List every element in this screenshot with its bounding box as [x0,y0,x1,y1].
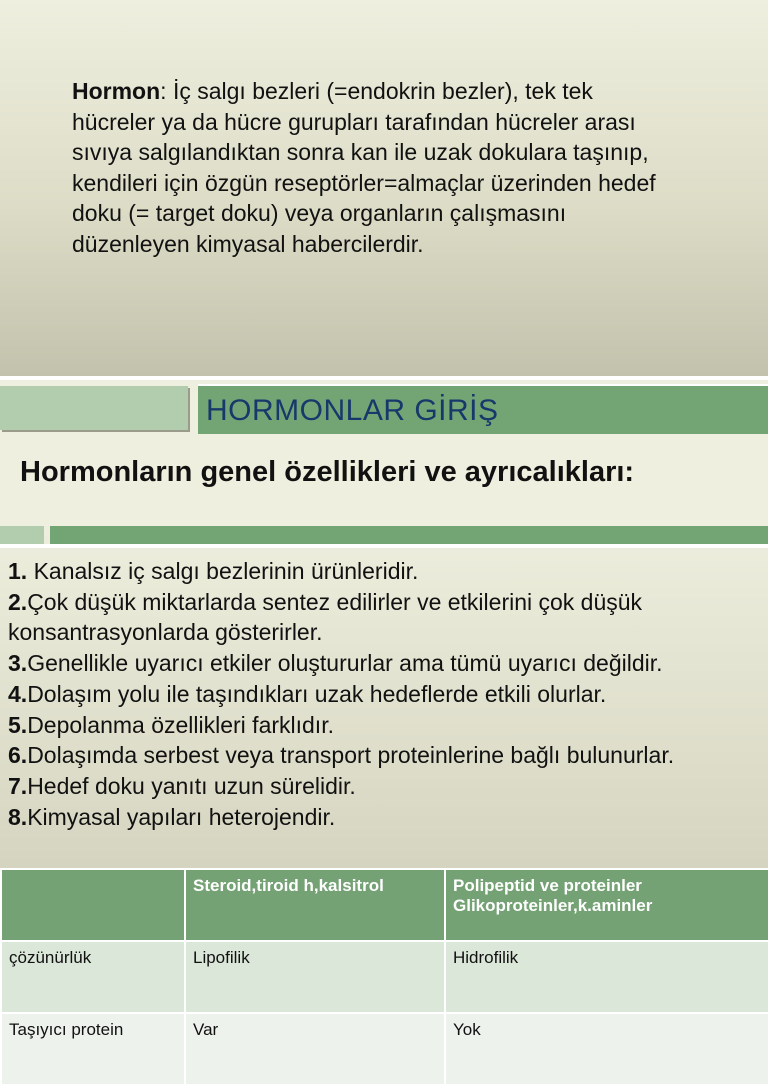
table-header-cell: Polipeptid ve proteinler Glikoproteinler,k.aminler [445,869,768,941]
feature-number: 6. [8,742,28,769]
table-header-cell: Steroid,tiroid h,kalsitrol [185,869,445,941]
hormone-definition [72,76,682,259]
feature-text: Kanalsız iç salgı bezlerinin ürünleridir. [27,558,419,584]
table-cell: Var [185,1013,445,1085]
feature-item [8,740,758,771]
feature-text: Çok düşük miktarlarda sentez edilirler ve etkilerini çok düşük konsantrasyonlarda gösterirler. [8,588,643,646]
feature-item [8,771,758,802]
title-banner [198,384,768,434]
feature-item [8,587,758,648]
feature-text: Kimyasal yapıları heterojendir. [27,803,336,830]
slide-subtitle: Hormonların genel özellikleri ve ayrıcalıkları: [20,456,635,488]
feature-item [8,556,758,587]
features-banner-decoration [50,526,768,544]
slide-title: HORMONLAR GİRİŞ [206,394,499,427]
comparison-table-wrap [0,868,768,1086]
feature-text: Dolaşımda serbest veya transport proteinlerine bağlı bulunurlar. [27,742,675,769]
table-row [1,941,768,1013]
feature-number: 7. [8,772,28,799]
feature-text: Dolaşım yolu ile taşındıkları uzak hedeflerde etkili olurlar. [27,680,607,707]
definition-term: Hormon [72,78,161,104]
table-cell: Hidrofilik [445,941,768,1013]
features-list [8,556,758,832]
feature-text: Hedef doku yanıtı uzun sürelidir. [27,772,356,799]
features-divider [0,544,768,548]
table-cell: Taşıyıcı protein [1,1013,185,1085]
feature-number: 5. [8,711,28,738]
definition-slide [0,0,768,376]
feature-number: 8. [8,803,28,830]
comparison-table [0,868,768,1086]
feature-item [8,802,758,833]
feature-text: Depolanma özellikleri farklıdır. [27,711,334,738]
features-slide [0,526,768,1039]
table-header-row [1,869,768,941]
title-slide [0,376,768,530]
feature-item [8,710,758,741]
table-cell: Lipofilik [185,941,445,1013]
feature-item [8,679,758,710]
table-cell: Yok [445,1013,768,1085]
feature-text: Genellikle uyarıcı etkiler oluştururlar ama tümü uyarıcı değildir. [27,650,663,677]
definition-text: : İç salgı bezleri (=endokrin bezler), tek tek hücreler ya da hücre gurupları tarafından hücreler arası sıvıya salgılandıktan sonra kan ile uzak dokulara taşınıp, kendileri için özgün reseptörler=almaçlar üzerinden hedef doku (= target doku) veya organların çalışmasını düzenleyen kimyasal habercilerdir. [72,78,656,257]
feature-item [8,648,758,679]
title-tab-left-decoration [0,386,188,430]
table-header-cell [1,869,185,941]
feature-number: 1. [8,558,28,584]
feature-number: 4. [8,680,28,707]
feature-number: 3. [8,650,28,677]
features-tab-left-decoration [0,526,44,544]
table-cell: çözünürlük [1,941,185,1013]
feature-number: 2. [8,588,28,615]
